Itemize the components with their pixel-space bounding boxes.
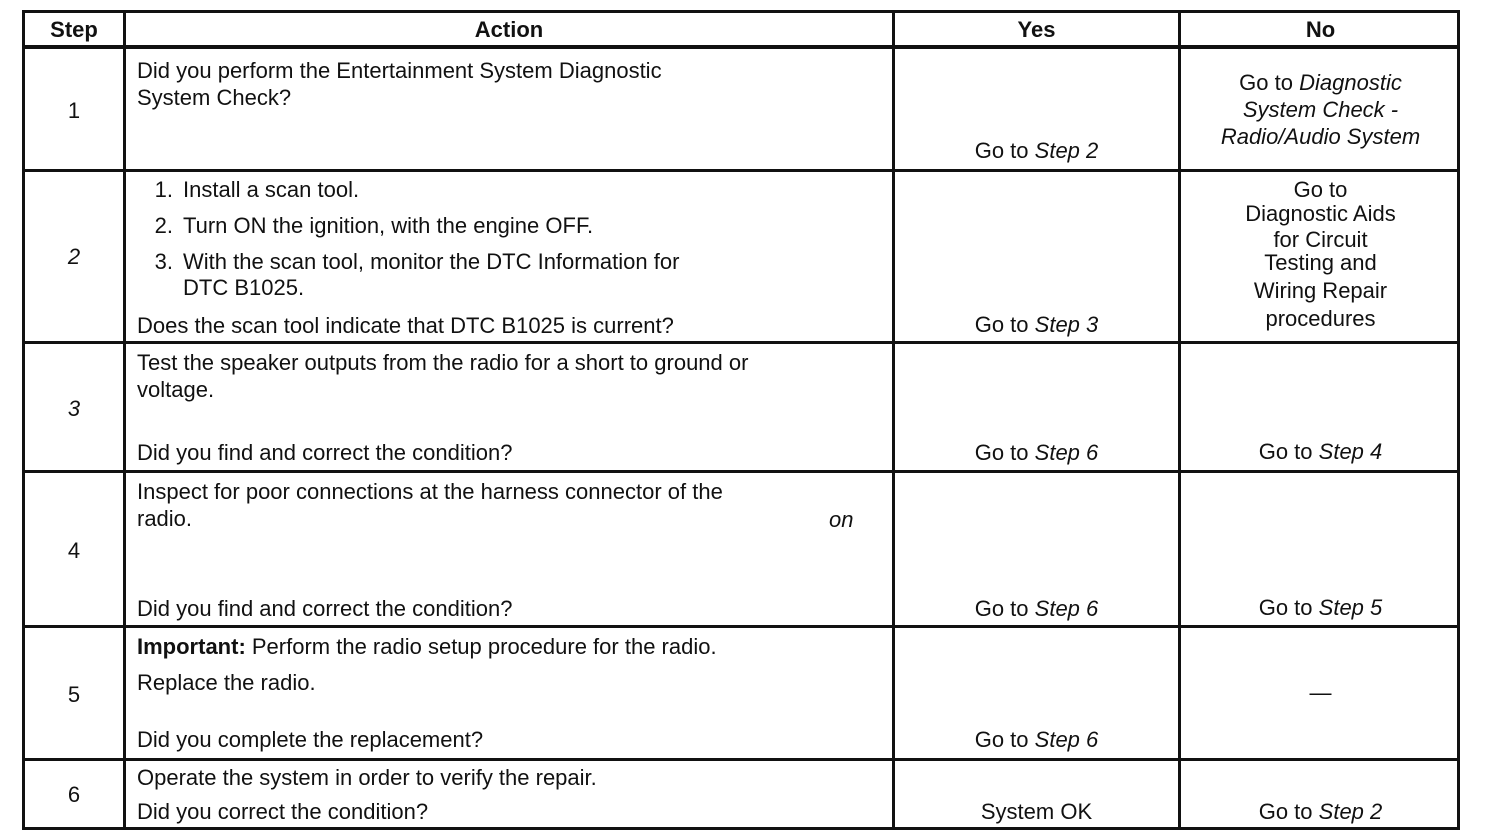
yes-cell: Go to Step 2 (974, 138, 1099, 163)
yes-cell: Go to Step 6 (974, 596, 1099, 621)
no-cell-line: procedures (1265, 306, 1376, 331)
row-divider (25, 625, 1457, 628)
header-yes: Yes (1017, 17, 1056, 42)
diagnostic-table (22, 10, 1460, 830)
row-divider (25, 341, 1457, 344)
question-text: Does the scan tool indicate that DTC B1025 is current? (137, 313, 674, 338)
step-number: 6 (67, 782, 81, 807)
stray-text: on (829, 507, 854, 532)
no-cell-line: Go to (1293, 177, 1348, 202)
row-divider (25, 169, 1457, 172)
question-text: Did you find and correct the condition? (137, 596, 513, 621)
step-number: 4 (67, 538, 81, 563)
no-cell-line: Radio/Audio System (1220, 124, 1421, 149)
list-item: 1. Install a scan tool. (154, 177, 360, 202)
question-text: Did you complete the replacement? (137, 727, 484, 752)
yes-cell: System OK (980, 799, 1093, 824)
action-text: Replace the radio. (137, 670, 316, 695)
action-text: System Check? (137, 85, 292, 110)
no-cell-line: Testing and (1264, 250, 1377, 275)
step-number: 3 (67, 396, 81, 421)
row-divider (25, 470, 1457, 473)
no-cell: — (1309, 680, 1332, 705)
question-text: Did you correct the condition? (137, 799, 429, 824)
question-text: Did you find and correct the condition? (137, 440, 513, 465)
no-cell-line: System Check - (1242, 97, 1399, 122)
no-cell-line: Wiring Repair (1253, 278, 1388, 303)
no-cell: Go to Diagnostic (1239, 70, 1402, 95)
header-action: Action (474, 17, 544, 42)
no-cell: Go to Step 4 (1258, 439, 1383, 464)
header-divider (25, 45, 1457, 49)
row-divider (25, 758, 1457, 761)
no-cell: Go to Step 5 (1258, 595, 1383, 620)
list-item-continuation: DTC B1025. (183, 275, 305, 300)
header-no: No (1305, 17, 1336, 42)
list-item: 2. Turn ON the ignition, with the engine OFF. (154, 213, 594, 238)
list-item: 3. With the scan tool, monitor the DTC Information for (154, 249, 680, 274)
no-cell-line: for Circuit (1273, 227, 1368, 252)
header-step: Step (50, 17, 98, 42)
action-text: radio. (137, 506, 193, 531)
important-note: Important: Perform the radio setup procedure for the radio. (137, 634, 717, 659)
action-text: Inspect for poor connections at the harness connector of the (137, 479, 723, 504)
no-cell: Go to Step 2 (1258, 799, 1383, 824)
column-divider (892, 13, 895, 827)
column-divider (123, 13, 126, 827)
yes-cell: Go to Step 3 (974, 312, 1099, 337)
action-text: Did you perform the Entertainment System Diagnostic (137, 58, 662, 83)
action-text: voltage. (137, 377, 215, 402)
action-text: Test the speaker outputs from the radio for a short to ground or (137, 350, 749, 375)
step-number: 2 (67, 244, 81, 269)
no-cell-line: Diagnostic Aids (1245, 201, 1396, 226)
action-text: Operate the system in order to verify the repair. (137, 765, 597, 790)
step-number: 5 (67, 682, 81, 707)
yes-cell: Go to Step 6 (974, 727, 1099, 752)
yes-cell: Go to Step 6 (974, 440, 1099, 465)
step-number: 1 (67, 98, 81, 123)
